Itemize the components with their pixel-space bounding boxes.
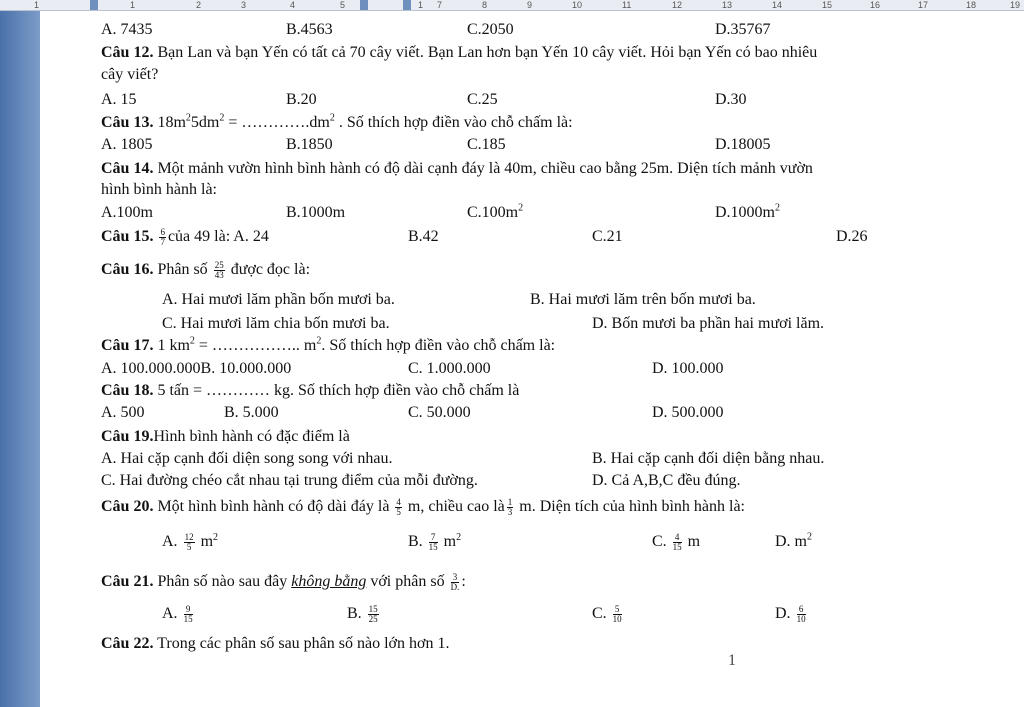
horizontal-ruler[interactable] [0, 0, 1024, 11]
question-text: Bạn Lan và bạn Yến có tất cả 70 cây viết. Bạn Lan hơn bạn Yến 10 cây viết. Hỏi bạn Yến có bao nhiêu [153, 44, 818, 61]
tab-marker[interactable] [360, 0, 368, 10]
page-number: 1 [728, 652, 736, 669]
option-d: D. Cả A,B,C đều đúng. [592, 472, 741, 489]
option-b: B.4563 [286, 21, 333, 38]
question-text: với phân số [370, 573, 445, 591]
numerator: 6 [160, 227, 165, 237]
numerator: 7 [429, 533, 438, 543]
option-a [162, 605, 195, 624]
denominator: D. [450, 582, 460, 592]
option-d: D.26 [836, 228, 868, 245]
option-c [592, 605, 624, 624]
ruler-mark: 19 [1010, 0, 1021, 10]
fraction [395, 498, 402, 517]
question-label: Câu 12. [101, 44, 154, 61]
unit: m [443, 533, 457, 551]
question-text: 18m [153, 114, 186, 131]
option-b: B. Hai cặp cạnh đối diện bằng nhau. [592, 450, 825, 467]
question-text: = …………….. m [194, 337, 317, 354]
denominator: 7 [160, 237, 165, 247]
ruler-mark: 5 [340, 0, 346, 10]
question-text: : [461, 573, 466, 591]
option-text: C.100m [467, 204, 519, 221]
option-letter: B. [347, 605, 362, 623]
denominator: 10 [612, 614, 622, 624]
numerator: 15 [368, 604, 378, 614]
option-d: D.18005 [715, 136, 771, 153]
question-18 [101, 382, 519, 400]
question-label: Câu 21. [101, 573, 154, 591]
option-text: D. m [775, 533, 807, 550]
option-letter: B. [408, 533, 423, 551]
fraction [797, 605, 806, 624]
fraction [507, 498, 514, 517]
numerator: 4 [396, 497, 401, 507]
option-c: C. 1.000.000 [408, 360, 491, 377]
option-d: D.35767 [715, 21, 771, 38]
option-letter: D. [775, 605, 791, 623]
numerator: 3 [451, 573, 460, 583]
option-b: B.20 [286, 91, 317, 108]
ruler-mark: 2 [196, 0, 202, 10]
option-c: C. Hai đường chéo cắt nhau tại trung điểm của mỗi đường. [101, 472, 478, 489]
question-13 [101, 114, 573, 132]
option-b: B. 5.000 [224, 404, 279, 421]
option-a [162, 533, 218, 552]
question-22 [101, 635, 449, 653]
option-text: D.1000m [715, 204, 775, 221]
option-d: D. 500.000 [652, 404, 724, 421]
ruler-mark: 1 [418, 0, 424, 10]
ruler-mark: 15 [822, 0, 833, 10]
ruler-mark: 3 [241, 0, 247, 10]
ruler-mark: 18 [966, 0, 977, 10]
denominator: 25 [368, 614, 378, 624]
superscript: 2 [185, 112, 191, 124]
option-c: C. 50.000 [408, 404, 471, 421]
superscript: 2 [775, 202, 780, 214]
option-a: A. Hai cặp cạnh đối diện song song với nhau. [101, 450, 393, 467]
option-ab: A. 100.000.000B. 10.000.000 [101, 360, 292, 377]
option-d [715, 204, 780, 222]
option-a: A. 1805 [101, 136, 153, 153]
question-17 [101, 337, 555, 355]
left-margin-area [0, 11, 40, 707]
denominator: 15 [672, 542, 682, 552]
question-text: Một mảnh vườn hình bình hành có độ dài cạnh đáy là 40m, chiều cao bằng 25m. Diện tích mảnh vườn [153, 160, 813, 177]
denominator: 15 [428, 542, 438, 552]
numerator: 9 [184, 605, 193, 615]
question-text: Phân số [153, 261, 208, 279]
option-b: B.42 [408, 228, 439, 245]
ruler-mark: 13 [722, 0, 733, 10]
question-text: Trong các phân số sau phân số nào lớn hơn 1. [153, 635, 450, 652]
option-d [775, 605, 808, 624]
option-b: B. Hai mươi lăm trên bốn mươi ba. [530, 291, 756, 308]
superscript: 2 [456, 531, 462, 543]
ruler-mark: 16 [870, 0, 881, 10]
superscript: 2 [219, 112, 225, 124]
question-text: được đọc là: [230, 261, 311, 279]
superscript: 2 [213, 531, 219, 543]
question-14 [101, 160, 813, 178]
question-label: Câu 19. [101, 428, 154, 445]
option-c [652, 533, 700, 552]
fraction [368, 605, 379, 624]
question-label: Câu 15. [101, 228, 154, 246]
numerator: 4 [673, 533, 682, 543]
superscript: 2 [329, 112, 335, 124]
question-label: Câu 14. [101, 160, 154, 177]
question-text-cont: cây viết? [101, 66, 159, 83]
fraction [451, 573, 460, 592]
option-d [775, 533, 812, 551]
ruler-mark: 1 [130, 0, 136, 10]
option-b [347, 605, 381, 624]
question-20 [101, 498, 745, 517]
question-label: Câu 13. [101, 114, 154, 131]
question-text: 5dm [190, 114, 220, 131]
indent-marker[interactable] [90, 0, 98, 10]
numerator: 1 [507, 497, 513, 507]
question-text: 1 km [153, 337, 190, 354]
denominator: 10 [796, 614, 806, 624]
question-19 [101, 428, 350, 446]
question-text: m. Diện tích của hình bình hành là: [519, 498, 745, 516]
numerator: 6 [797, 605, 806, 615]
denominator: 5 [396, 507, 401, 517]
question-label: Câu 16. [101, 261, 154, 279]
question-label: Câu 20. [101, 498, 154, 516]
ruler-mark: 14 [772, 0, 783, 10]
option-letter: A. [162, 533, 178, 551]
ruler-mark: 7 [437, 0, 443, 10]
superscript: 2 [189, 335, 195, 347]
option-b: B.1850 [286, 136, 333, 153]
unit: m [200, 533, 214, 551]
numerator: 25 [214, 260, 224, 270]
ruler-mark: 11 [622, 0, 632, 10]
ruler-mark: 10 [572, 0, 583, 10]
denominator: 5 [186, 542, 192, 552]
option-a: A. 15 [101, 91, 137, 108]
option-c: C.185 [467, 136, 506, 153]
fraction [673, 533, 682, 552]
fraction [429, 533, 438, 552]
fraction [184, 605, 193, 624]
option-a: A. 7435 [101, 21, 153, 38]
option-a: A. Hai mươi lăm phần bốn mươi ba. [162, 291, 395, 308]
option-c: C.25 [467, 91, 498, 108]
option-c: C. Hai mươi lăm chia bốn mươi ba. [162, 315, 390, 332]
question-label: Câu 22. [101, 635, 154, 652]
question-label: Câu 18. [101, 382, 154, 399]
denominator: 3 [507, 507, 513, 517]
right-indent-marker[interactable] [403, 0, 411, 10]
question-15 [101, 228, 269, 247]
question-text: của 49 là: A. 24 [167, 228, 269, 246]
fraction [184, 533, 195, 552]
ruler-mark: 12 [672, 0, 683, 10]
option-b [408, 533, 461, 552]
option-c: C.2050 [467, 21, 514, 38]
question-text: . Số thích hợp điền vào chỗ chấm là: [334, 114, 573, 131]
superscript: 2 [316, 335, 322, 347]
ruler-mark: 17 [918, 0, 929, 10]
document-page[interactable] [40, 11, 1024, 707]
option-c [467, 204, 523, 222]
option-a: A.100m [101, 204, 153, 221]
denominator: 43 [214, 270, 224, 280]
denominator: 15 [183, 614, 193, 624]
superscript: 2 [807, 531, 812, 543]
fraction [214, 261, 225, 280]
numerator: 5 [613, 605, 622, 615]
ruler-mark: 1 [34, 0, 40, 10]
option-letter: C. [592, 605, 607, 623]
question-text-cont: hình bình hành là: [101, 181, 217, 198]
question-text: Hình bình hành có đặc điểm là [153, 428, 350, 445]
question-16 [101, 261, 310, 280]
ruler-mark: 9 [527, 0, 533, 10]
numerator: 12 [184, 532, 194, 542]
question-text: . Số thích hợp điền vào chỗ chấm là: [321, 337, 556, 354]
option-d: D.30 [715, 91, 747, 108]
option-letter: C. [652, 533, 667, 551]
question-21 [101, 573, 466, 592]
superscript: 2 [518, 202, 524, 214]
option-a: A. 500 [101, 404, 145, 421]
underlined-text: không bằng [291, 573, 367, 591]
question-text: 5 tấn = ………… kg. Số thích hợp điền vào chỗ chấm là [153, 382, 520, 399]
ruler-mark: 8 [482, 0, 488, 10]
unit: m [687, 533, 701, 551]
question-label: Câu 17. [101, 337, 154, 354]
ruler-mark: 4 [290, 0, 296, 10]
option-d: D. Bốn mươi ba phần hai mươi lăm. [592, 315, 825, 332]
question-12 [101, 44, 817, 62]
option-d: D. 100.000 [652, 360, 724, 377]
question-text: m, chiều cao là [407, 498, 505, 516]
option-c: C.21 [592, 228, 623, 245]
option-b: B.1000m [286, 204, 346, 221]
option-letter: A. [162, 605, 178, 623]
fraction [159, 228, 166, 247]
question-text: = ………….dm [224, 114, 330, 131]
question-text: Phân số nào sau đây [153, 573, 288, 591]
fraction [613, 605, 622, 624]
question-text: Một hình bình hành có độ dài đáy là [153, 498, 390, 516]
